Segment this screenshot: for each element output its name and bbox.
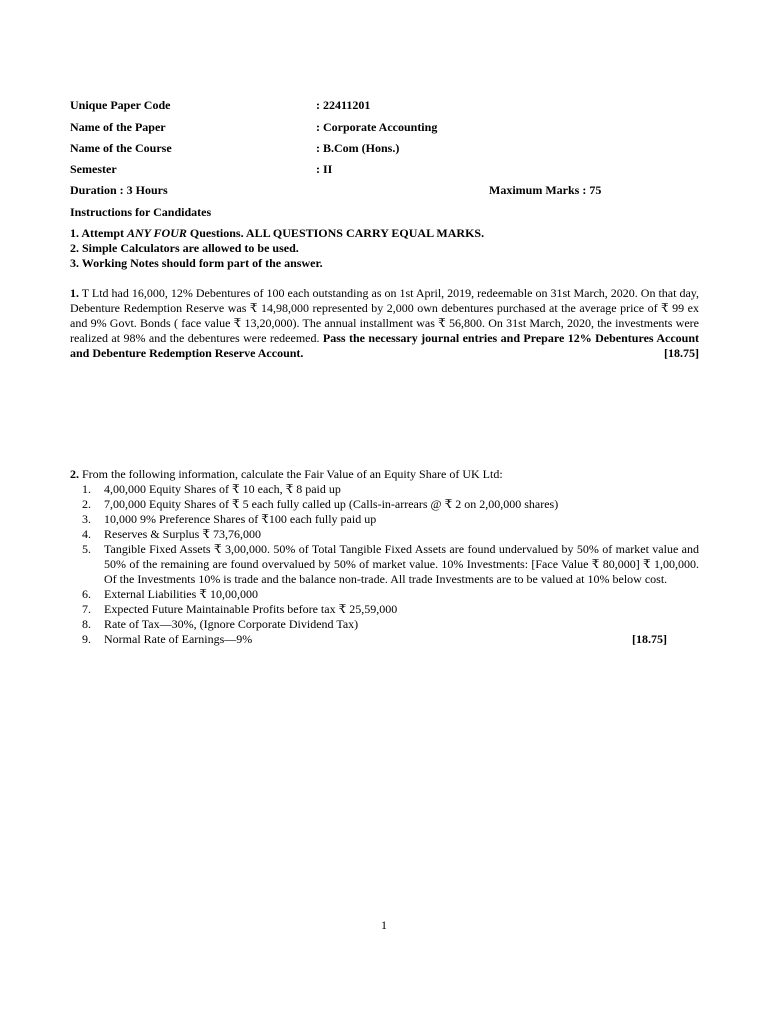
list-item-text: Rate of Tax—30%, (Ignore Corporate Dividend Tax) xyxy=(104,617,359,631)
list-item xyxy=(70,497,699,512)
list-item-text: Normal Rate of Earnings—9% xyxy=(104,632,253,646)
list-item xyxy=(70,587,699,602)
instruction-1-prefix: 1. Attempt xyxy=(70,226,127,240)
list-item xyxy=(70,527,699,542)
header-value-course: : B.Com (Hons.) xyxy=(316,141,400,155)
maximum-marks: Maximum Marks : 75 xyxy=(489,183,602,197)
question-2-intro xyxy=(70,467,503,482)
question-1-marks: [18.75] xyxy=(664,346,699,360)
list-item xyxy=(70,482,699,497)
list-item-text: 10,000 9% Preference Shares of ₹100 each fully paid up xyxy=(104,512,377,526)
list-item-number: 3. xyxy=(82,512,91,526)
list-item-text: Expected Future Maintainable Profits before tax ₹ 25,59,000 xyxy=(104,602,398,616)
question-2-number: 2. xyxy=(70,467,79,481)
question-1-body: T Ltd had 16,000, 12% Debentures of 100 each outstanding as on 1st April, 2019, redeemable on 31st March, 2020. On that day, Debenture Redemption Reserve was ₹ 14,98,000 represented by 2,000 own debentures purchased at the average price of ₹ 99 ex and 9% Govt. Bonds ( face value ₹ 13,20,000). The annual installment was ₹ 56,800. On 31st March, 2020, the investments were realized at 98% and the debentures were redeemed. xyxy=(70,286,699,345)
list-item-number: 1. xyxy=(82,482,91,496)
page-number: 1 xyxy=(381,918,387,932)
header-value-semester: : II xyxy=(316,162,333,176)
header-label-paper-code: Unique Paper Code xyxy=(70,98,171,112)
list-item-text: External Liabilities ₹ 10,00,000 xyxy=(104,587,258,601)
list-item xyxy=(70,512,699,527)
header-label-course: Name of the Course xyxy=(70,141,172,155)
header-label-semester: Semester xyxy=(70,162,117,176)
list-item-number: 8. xyxy=(82,617,91,631)
question-2-marks: [18.75] xyxy=(632,632,667,646)
question-1-task: Pass the necessary journal entries and Prepare 12% Debentures Account and Debenture Redemption Reserve Account. xyxy=(70,331,699,360)
instruction-1-emphasis: ANY FOUR xyxy=(127,226,187,240)
header-label-paper-name: Name of the Paper xyxy=(70,120,166,134)
list-item-number: 6. xyxy=(82,587,91,601)
duration: Duration : 3 Hours xyxy=(70,183,168,197)
instruction-item-3: 3. Working Notes should form part of the answer. xyxy=(70,256,323,270)
question-1 xyxy=(70,286,699,361)
list-item-text: Reserves & Surplus ₹ 73,76,000 xyxy=(104,527,261,541)
list-item-text: 4,00,000 Equity Shares of ₹ 10 each, ₹ 8 paid up xyxy=(104,482,341,496)
list-item xyxy=(70,602,699,617)
list-item-text: Tangible Fixed Assets ₹ 3,00,000. 50% of Total Tangible Fixed Assets are found undervalued by 50% of market value and 50% of the remaining are found overvalued by 50% of market value. 10% Investments: [Face Value ₹ 80,000] ₹ 1,00,000. Of the Investments 10% is trade and the balance non-trade. All trade Investments are to be valued at 10% below cost. xyxy=(104,542,699,586)
list-item-number: 4. xyxy=(82,527,91,541)
instruction-item-2: 2. Simple Calculators are allowed to be used. xyxy=(70,241,299,255)
list-item-text: 7,00,000 Equity Shares of ₹ 5 each fully called up (Calls-in-arrears @ ₹ 2 on 2,00,000 shares) xyxy=(104,497,559,511)
instructions-title: Instructions for Candidates xyxy=(70,205,212,219)
header-value-paper-name: : Corporate Accounting xyxy=(316,120,438,134)
list-item-number: 9. xyxy=(82,632,91,646)
question-2-list xyxy=(70,482,699,647)
list-item-number: 2. xyxy=(82,497,91,511)
list-item xyxy=(70,632,699,647)
instruction-1-suffix: Questions. ALL QUESTIONS CARRY EQUAL MARKS. xyxy=(186,226,485,240)
list-item xyxy=(70,617,699,632)
list-item-number: 7. xyxy=(82,602,91,616)
header-value-paper-code: : 22411201 xyxy=(316,98,371,112)
list-item-number: 5. xyxy=(82,542,91,556)
list-item xyxy=(70,542,699,587)
instruction-item-1 xyxy=(70,226,484,241)
question-2-intro-text: From the following information, calculate the Fair Value of an Equity Share of UK Ltd: xyxy=(79,467,503,481)
question-1-number: 1. xyxy=(70,286,79,300)
